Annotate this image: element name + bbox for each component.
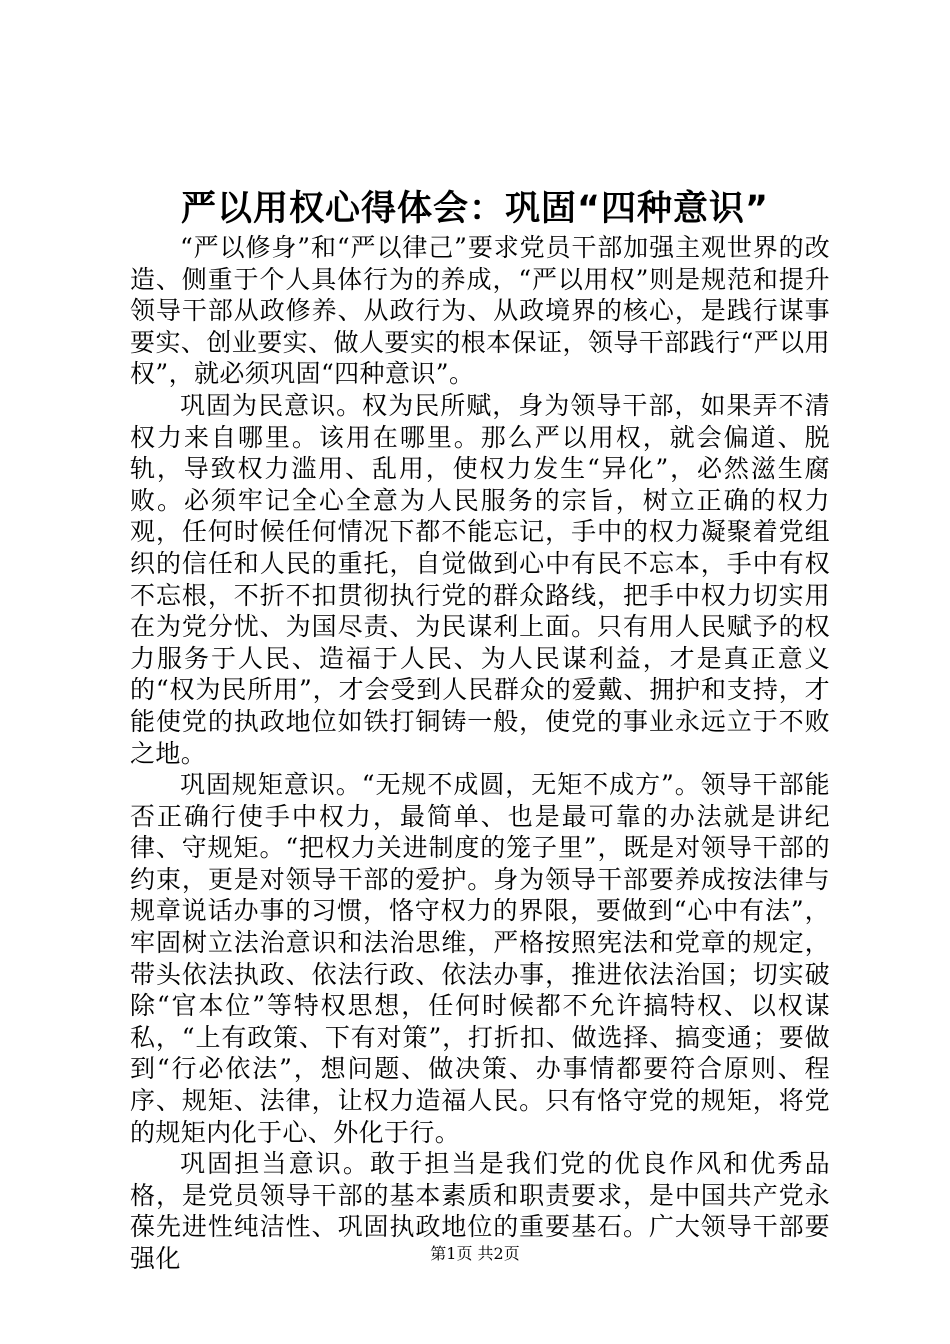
paragraph-intro: “严以修身”和“严以律己”要求党员干部加强主观世界的改造、侧重于个人具体行为的养成，“严以用权”则是规范和提升领导干部从政修养、从政行为、从政境界的核心，是践行谋事要实、创业要实、做人要实的根本保证，领导干部践行“严以用权”，就必须巩固“四种意识”。 (130, 233, 830, 389)
document-body (130, 232, 830, 1275)
paragraph-people-awareness: 巩固为民意识。权为民所赋，身为领导干部，如果弄不清权力来自哪里。该用在哪里。那么严以用权，就会偏道、脱轨，导致权力滥用、乱用，使权力发生“异化”，必然滋生腐败。必须牢记全心全意为人民服务的宗旨，树立正确的权力观，任何时候任何情况下都不能忘记，手中的权力凝聚着党组织的信任和人民的重托，自觉做到心中有民不忘本，手中有权不忘根，不折不扣贯彻执行党的群众路线，把手中权力切实用在为党分忧、为国尽责、为民谋利上面。只有用人民赋予的权力服务于人民、造福于人民、为人民谋利益，才是真正意义的“权为民所用”，才会受到人民群众的爱戴、拥护和支持，才能使党的执政地位如铁打铜铸一般，使党的事业永远立于不败之地。 (130, 390, 830, 768)
paragraph-responsibility-awareness: 巩固担当意识。敢于担当是我们党的优良作风和优秀品格，是党员领导干部的基本素质和职责要求，是中国共产党永葆先进性纯洁性、巩固执政地位的重要基石。广大领导干部要强化 (130, 1149, 830, 1273)
paragraph-rules-awareness: 巩固规矩意识。“无规不成圆，无矩不成方”。领导干部能否正确行使手中权力，最简单、也是最可靠的办法就是讲纪律、守规矩。“把权力关进制度的笼子里”，既是对领导干部的约束，更是对领导干部的爱护。身为领导干部要养成按法律与规章说话办事的习惯，恪守权力的界限，要做到“心中有法”，牢固树立法治意识和法治思维，严格按照宪法和党章的规定，带头依法执政、依法行政、依法办事，推进依法治国；切实破除“官本位”等特权思想，任何时候都不允许搞特权、以权谋私，“上有政策、下有对策”，打折扣、做选择、搞变通；要做到“行必依法”，想问题、做决策、办事情都要符合原则、程序、规矩、法律，让权力造福人民。只有恪守党的规矩，将党的规矩内化于心、外化于行。 (130, 770, 830, 1147)
document-title: 严以用权心得体会：巩固“四种意识” (180, 189, 769, 229)
page-number-footer: 第1页 共2页 (430, 1244, 520, 1263)
